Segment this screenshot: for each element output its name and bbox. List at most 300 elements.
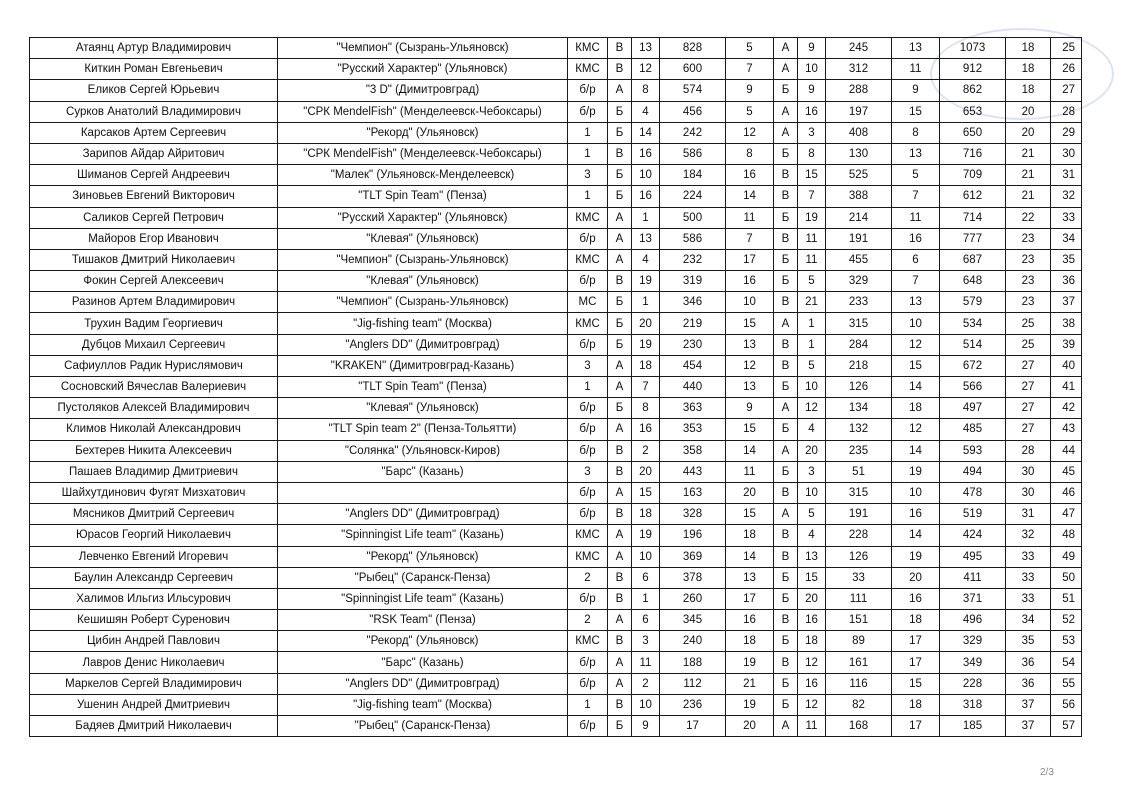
total-weight-cell: 514 [940, 334, 1006, 355]
round1-weight-cell: 260 [660, 588, 726, 609]
round2-sector-cell: 5 [798, 271, 826, 292]
round2-place-cell: 17 [892, 631, 940, 652]
round1-weight-cell: 345 [660, 610, 726, 631]
round1-place-cell: 9 [726, 398, 774, 419]
round1-zone-cell: А [608, 80, 632, 101]
final-place-cell: 29 [1051, 122, 1082, 143]
table-row [30, 186, 1082, 207]
round1-sector-cell: 13 [632, 38, 660, 59]
rank-cell: б/р [568, 101, 608, 122]
round1-place-cell: 14 [726, 186, 774, 207]
round1-weight-cell: 230 [660, 334, 726, 355]
round2-weight-cell: 315 [826, 482, 892, 503]
table-row [30, 716, 1082, 737]
round1-weight-cell: 363 [660, 398, 726, 419]
table-row [30, 567, 1082, 588]
total-weight-cell: 318 [940, 694, 1006, 715]
round1-zone-cell: А [608, 419, 632, 440]
team-cell: "Рыбец" (Саранск-Пенза) [278, 567, 568, 588]
round2-zone-cell: Б [774, 271, 798, 292]
round2-place-cell: 14 [892, 377, 940, 398]
points-sum-cell: 33 [1006, 546, 1051, 567]
round2-weight-cell: 329 [826, 271, 892, 292]
final-place-cell: 47 [1051, 504, 1082, 525]
participant-name-cell: Трухин Вадим Георгиевич [30, 313, 278, 334]
team-cell: "3 D" (Димитровград) [278, 80, 568, 101]
team-cell: "Малек" (Ульяновск-Менделеевск) [278, 165, 568, 186]
round2-place-cell: 8 [892, 122, 940, 143]
round1-sector-cell: 3 [632, 631, 660, 652]
round2-weight-cell: 315 [826, 313, 892, 334]
rank-cell: МС [568, 292, 608, 313]
round1-zone-cell: А [608, 355, 632, 376]
round1-place-cell: 20 [726, 482, 774, 503]
points-sum-cell: 32 [1006, 525, 1051, 546]
total-weight-cell: 709 [940, 165, 1006, 186]
round2-zone-cell: Б [774, 80, 798, 101]
round2-weight-cell: 126 [826, 546, 892, 567]
round2-weight-cell: 388 [826, 186, 892, 207]
round2-weight-cell: 132 [826, 419, 892, 440]
points-sum-cell: 21 [1006, 165, 1051, 186]
round1-place-cell: 21 [726, 673, 774, 694]
participant-name-cell: Пустоляков Алексей Владимирович [30, 398, 278, 419]
rank-cell: 2 [568, 567, 608, 588]
round1-place-cell: 14 [726, 546, 774, 567]
round1-place-cell: 20 [726, 716, 774, 737]
team-cell: "Солянка" (Ульяновск-Киров) [278, 440, 568, 461]
team-cell: "Барс" (Казань) [278, 652, 568, 673]
page-number: 2/3 [1040, 767, 1054, 778]
round2-weight-cell: 130 [826, 143, 892, 164]
round1-sector-cell: 19 [632, 525, 660, 546]
participant-name-cell: Атаянц Артур Владимирович [30, 38, 278, 59]
round2-zone-cell: Б [774, 419, 798, 440]
round1-place-cell: 15 [726, 419, 774, 440]
rank-cell: 1 [568, 694, 608, 715]
team-cell: "СРК MendelFish" (Менделеевск-Чебоксары) [278, 143, 568, 164]
rank-cell: КМС [568, 59, 608, 80]
round1-sector-cell: 16 [632, 419, 660, 440]
round2-weight-cell: 89 [826, 631, 892, 652]
final-place-cell: 46 [1051, 482, 1082, 503]
round1-sector-cell: 19 [632, 271, 660, 292]
points-sum-cell: 18 [1006, 80, 1051, 101]
final-place-cell: 48 [1051, 525, 1082, 546]
total-weight-cell: 424 [940, 525, 1006, 546]
round1-zone-cell: В [608, 694, 632, 715]
final-place-cell: 53 [1051, 631, 1082, 652]
results-table [29, 37, 1082, 737]
round1-weight-cell: 219 [660, 313, 726, 334]
round1-place-cell: 11 [726, 207, 774, 228]
participant-name-cell: Еликов Сергей Юрьевич [30, 80, 278, 101]
final-place-cell: 37 [1051, 292, 1082, 313]
points-sum-cell: 30 [1006, 461, 1051, 482]
final-place-cell: 28 [1051, 101, 1082, 122]
round1-zone-cell: А [608, 610, 632, 631]
round1-zone-cell: Б [608, 292, 632, 313]
round2-weight-cell: 151 [826, 610, 892, 631]
rank-cell: б/р [568, 482, 608, 503]
round1-zone-cell: Б [608, 334, 632, 355]
points-sum-cell: 21 [1006, 186, 1051, 207]
total-weight-cell: 566 [940, 377, 1006, 398]
round2-zone-cell: Б [774, 694, 798, 715]
round1-weight-cell: 163 [660, 482, 726, 503]
round2-zone-cell: Б [774, 143, 798, 164]
round1-sector-cell: 12 [632, 59, 660, 80]
table-row [30, 122, 1082, 143]
points-sum-cell: 27 [1006, 419, 1051, 440]
final-place-cell: 35 [1051, 249, 1082, 270]
final-place-cell: 25 [1051, 38, 1082, 59]
round1-place-cell: 17 [726, 588, 774, 609]
table-row [30, 313, 1082, 334]
participant-name-cell: Дубцов Михаил Сергеевич [30, 334, 278, 355]
team-cell: "Anglers DD" (Димитровград) [278, 673, 568, 694]
total-weight-cell: 714 [940, 207, 1006, 228]
total-weight-cell: 1073 [940, 38, 1006, 59]
team-cell: "KRAKEN" (Димитровград-Казань) [278, 355, 568, 376]
round1-weight-cell: 17 [660, 716, 726, 737]
round2-sector-cell: 16 [798, 610, 826, 631]
round2-place-cell: 15 [892, 355, 940, 376]
rank-cell: б/р [568, 588, 608, 609]
round1-sector-cell: 9 [632, 716, 660, 737]
team-cell: "Anglers DD" (Димитровград) [278, 334, 568, 355]
table-row [30, 143, 1082, 164]
participant-name-cell: Зарипов Айдар Айритович [30, 143, 278, 164]
round2-place-cell: 18 [892, 694, 940, 715]
round1-zone-cell: А [608, 249, 632, 270]
round1-weight-cell: 196 [660, 525, 726, 546]
table-row [30, 398, 1082, 419]
round1-weight-cell: 240 [660, 631, 726, 652]
table-row [30, 440, 1082, 461]
round2-zone-cell: А [774, 122, 798, 143]
round2-zone-cell: А [774, 398, 798, 419]
round1-sector-cell: 1 [632, 207, 660, 228]
table-row [30, 59, 1082, 80]
round1-zone-cell: А [608, 482, 632, 503]
round2-place-cell: 17 [892, 652, 940, 673]
total-weight-cell: 777 [940, 228, 1006, 249]
final-place-cell: 50 [1051, 567, 1082, 588]
rank-cell: б/р [568, 673, 608, 694]
final-place-cell: 45 [1051, 461, 1082, 482]
team-cell: "СРК MendelFish" (Менделеевск-Чебоксары) [278, 101, 568, 122]
round1-sector-cell: 11 [632, 652, 660, 673]
round1-place-cell: 16 [726, 165, 774, 186]
round2-zone-cell: Б [774, 567, 798, 588]
round1-place-cell: 14 [726, 440, 774, 461]
table-row [30, 482, 1082, 503]
round1-weight-cell: 112 [660, 673, 726, 694]
table-row [30, 631, 1082, 652]
final-place-cell: 52 [1051, 610, 1082, 631]
round1-sector-cell: 1 [632, 588, 660, 609]
table-row [30, 673, 1082, 694]
round2-zone-cell: А [774, 313, 798, 334]
round1-place-cell: 5 [726, 101, 774, 122]
points-sum-cell: 25 [1006, 313, 1051, 334]
round2-place-cell: 17 [892, 716, 940, 737]
round2-weight-cell: 312 [826, 59, 892, 80]
round2-sector-cell: 4 [798, 525, 826, 546]
round2-place-cell: 11 [892, 207, 940, 228]
table-row [30, 694, 1082, 715]
round2-sector-cell: 12 [798, 694, 826, 715]
round2-sector-cell: 11 [798, 716, 826, 737]
round2-weight-cell: 33 [826, 567, 892, 588]
round2-sector-cell: 11 [798, 249, 826, 270]
round1-weight-cell: 346 [660, 292, 726, 313]
rank-cell: б/р [568, 271, 608, 292]
round2-sector-cell: 4 [798, 419, 826, 440]
round2-sector-cell: 18 [798, 631, 826, 652]
participant-name-cell: Цибин Андрей Павлович [30, 631, 278, 652]
participant-name-cell: Сурков Анатолий Владимирович [30, 101, 278, 122]
final-place-cell: 27 [1051, 80, 1082, 101]
round2-sector-cell: 15 [798, 567, 826, 588]
round1-sector-cell: 14 [632, 122, 660, 143]
final-place-cell: 30 [1051, 143, 1082, 164]
round1-sector-cell: 15 [632, 482, 660, 503]
points-sum-cell: 33 [1006, 588, 1051, 609]
participant-name-cell: Шиманов Сергей Андреевич [30, 165, 278, 186]
points-sum-cell: 22 [1006, 207, 1051, 228]
round1-zone-cell: Б [608, 313, 632, 334]
table-row [30, 38, 1082, 59]
round2-weight-cell: 455 [826, 249, 892, 270]
round2-weight-cell: 51 [826, 461, 892, 482]
participant-name-cell: Саликов Сергей Петрович [30, 207, 278, 228]
round2-sector-cell: 3 [798, 122, 826, 143]
round2-place-cell: 14 [892, 440, 940, 461]
round2-place-cell: 9 [892, 80, 940, 101]
round2-weight-cell: 191 [826, 504, 892, 525]
final-place-cell: 49 [1051, 546, 1082, 567]
round1-sector-cell: 2 [632, 673, 660, 694]
round2-sector-cell: 15 [798, 165, 826, 186]
round1-place-cell: 18 [726, 525, 774, 546]
round2-zone-cell: А [774, 504, 798, 525]
round2-zone-cell: А [774, 440, 798, 461]
total-weight-cell: 228 [940, 673, 1006, 694]
round2-weight-cell: 284 [826, 334, 892, 355]
round1-place-cell: 16 [726, 610, 774, 631]
table-row [30, 80, 1082, 101]
team-cell: "Клевая" (Ульяновск) [278, 271, 568, 292]
round2-place-cell: 6 [892, 249, 940, 270]
rank-cell: 1 [568, 186, 608, 207]
round2-sector-cell: 11 [798, 228, 826, 249]
table-row [30, 334, 1082, 355]
points-sum-cell: 27 [1006, 355, 1051, 376]
round2-weight-cell: 525 [826, 165, 892, 186]
round2-place-cell: 7 [892, 186, 940, 207]
points-sum-cell: 31 [1006, 504, 1051, 525]
round1-weight-cell: 586 [660, 143, 726, 164]
round2-zone-cell: А [774, 38, 798, 59]
rank-cell: б/р [568, 398, 608, 419]
round1-weight-cell: 440 [660, 377, 726, 398]
table-row [30, 377, 1082, 398]
round1-place-cell: 11 [726, 461, 774, 482]
total-weight-cell: 494 [940, 461, 1006, 482]
round2-sector-cell: 12 [798, 652, 826, 673]
round1-zone-cell: В [608, 271, 632, 292]
round1-place-cell: 8 [726, 143, 774, 164]
round2-zone-cell: В [774, 334, 798, 355]
points-sum-cell: 36 [1006, 652, 1051, 673]
round1-sector-cell: 2 [632, 440, 660, 461]
team-cell: "Anglers DD" (Димитровград) [278, 504, 568, 525]
final-place-cell: 39 [1051, 334, 1082, 355]
round1-weight-cell: 443 [660, 461, 726, 482]
points-sum-cell: 28 [1006, 440, 1051, 461]
rank-cell: КМС [568, 546, 608, 567]
round1-zone-cell: В [608, 504, 632, 525]
round1-weight-cell: 242 [660, 122, 726, 143]
total-weight-cell: 485 [940, 419, 1006, 440]
round2-zone-cell: Б [774, 249, 798, 270]
round2-zone-cell: А [774, 716, 798, 737]
total-weight-cell: 329 [940, 631, 1006, 652]
round1-place-cell: 12 [726, 122, 774, 143]
round1-zone-cell: Б [608, 165, 632, 186]
round1-place-cell: 13 [726, 377, 774, 398]
round2-zone-cell: В [774, 355, 798, 376]
round1-weight-cell: 353 [660, 419, 726, 440]
round1-place-cell: 7 [726, 59, 774, 80]
rank-cell: КМС [568, 207, 608, 228]
participant-name-cell: Маркелов Сергей Владимирович [30, 673, 278, 694]
round2-zone-cell: В [774, 610, 798, 631]
participant-name-cell: Пашаев Владимир Дмитриевич [30, 461, 278, 482]
round2-weight-cell: 245 [826, 38, 892, 59]
team-cell: "Рыбец" (Саранск-Пенза) [278, 716, 568, 737]
rank-cell: КМС [568, 525, 608, 546]
round2-zone-cell: В [774, 546, 798, 567]
total-weight-cell: 593 [940, 440, 1006, 461]
round2-sector-cell: 8 [798, 143, 826, 164]
round2-weight-cell: 191 [826, 228, 892, 249]
round1-place-cell: 19 [726, 652, 774, 673]
points-sum-cell: 23 [1006, 271, 1051, 292]
round1-weight-cell: 319 [660, 271, 726, 292]
round2-weight-cell: 214 [826, 207, 892, 228]
round2-sector-cell: 10 [798, 59, 826, 80]
rank-cell: КМС [568, 38, 608, 59]
round2-weight-cell: 288 [826, 80, 892, 101]
round2-sector-cell: 12 [798, 398, 826, 419]
table-row [30, 271, 1082, 292]
round2-place-cell: 16 [892, 588, 940, 609]
round2-zone-cell: В [774, 186, 798, 207]
participant-name-cell: Кешишян Роберт Суренович [30, 610, 278, 631]
participant-name-cell: Шайхутдинович Фугят Мизхатович [30, 482, 278, 503]
round2-place-cell: 10 [892, 313, 940, 334]
participant-name-cell: Ушенин Андрей Дмитриевич [30, 694, 278, 715]
participant-name-cell: Бехтерев Никита Алексеевич [30, 440, 278, 461]
total-weight-cell: 185 [940, 716, 1006, 737]
round1-place-cell: 12 [726, 355, 774, 376]
round1-weight-cell: 378 [660, 567, 726, 588]
round2-weight-cell: 218 [826, 355, 892, 376]
rank-cell: 1 [568, 143, 608, 164]
total-weight-cell: 650 [940, 122, 1006, 143]
participant-name-cell: Юрасов Георгий Николаевич [30, 525, 278, 546]
rank-cell: б/р [568, 716, 608, 737]
rank-cell: 3 [568, 461, 608, 482]
round1-weight-cell: 188 [660, 652, 726, 673]
round2-zone-cell: Б [774, 377, 798, 398]
round1-weight-cell: 586 [660, 228, 726, 249]
round2-zone-cell: В [774, 292, 798, 313]
final-place-cell: 51 [1051, 588, 1082, 609]
points-sum-cell: 27 [1006, 398, 1051, 419]
round1-zone-cell: А [608, 673, 632, 694]
round2-sector-cell: 19 [798, 207, 826, 228]
round2-zone-cell: В [774, 228, 798, 249]
rank-cell: б/р [568, 419, 608, 440]
round1-weight-cell: 358 [660, 440, 726, 461]
round1-place-cell: 16 [726, 271, 774, 292]
round1-zone-cell: А [608, 377, 632, 398]
round2-sector-cell: 21 [798, 292, 826, 313]
round2-weight-cell: 228 [826, 525, 892, 546]
round1-zone-cell: В [608, 143, 632, 164]
round1-zone-cell: Б [608, 398, 632, 419]
total-weight-cell: 371 [940, 588, 1006, 609]
participant-name-cell: Киткин Роман Евгеньевич [30, 59, 278, 80]
round2-place-cell: 19 [892, 461, 940, 482]
points-sum-cell: 33 [1006, 567, 1051, 588]
team-cell: "Барс" (Казань) [278, 461, 568, 482]
round2-place-cell: 14 [892, 525, 940, 546]
round2-place-cell: 13 [892, 38, 940, 59]
total-weight-cell: 912 [940, 59, 1006, 80]
round1-place-cell: 10 [726, 292, 774, 313]
round1-weight-cell: 328 [660, 504, 726, 525]
round2-zone-cell: В [774, 482, 798, 503]
round2-weight-cell: 235 [826, 440, 892, 461]
final-place-cell: 57 [1051, 716, 1082, 737]
rank-cell: б/р [568, 228, 608, 249]
total-weight-cell: 495 [940, 546, 1006, 567]
round1-sector-cell: 4 [632, 249, 660, 270]
team-cell: "Чемпион" (Сызрань-Ульяновск) [278, 38, 568, 59]
team-cell: "Jig-fishing team" (Москва) [278, 694, 568, 715]
round2-sector-cell: 16 [798, 673, 826, 694]
participant-name-cell: Тишаков Дмитрий Николаевич [30, 249, 278, 270]
round2-weight-cell: 161 [826, 652, 892, 673]
participant-name-cell: Халимов Ильгиз Ильсурович [30, 588, 278, 609]
round1-zone-cell: В [608, 567, 632, 588]
team-cell: "Рекорд" (Ульяновск) [278, 631, 568, 652]
round2-zone-cell: А [774, 59, 798, 80]
points-sum-cell: 35 [1006, 631, 1051, 652]
round1-weight-cell: 500 [660, 207, 726, 228]
table-row [30, 588, 1082, 609]
round1-place-cell: 18 [726, 631, 774, 652]
round1-zone-cell: Б [608, 716, 632, 737]
team-cell: "RSK Team" (Пенза) [278, 610, 568, 631]
team-cell: "Клевая" (Ульяновск) [278, 398, 568, 419]
points-sum-cell: 27 [1006, 377, 1051, 398]
